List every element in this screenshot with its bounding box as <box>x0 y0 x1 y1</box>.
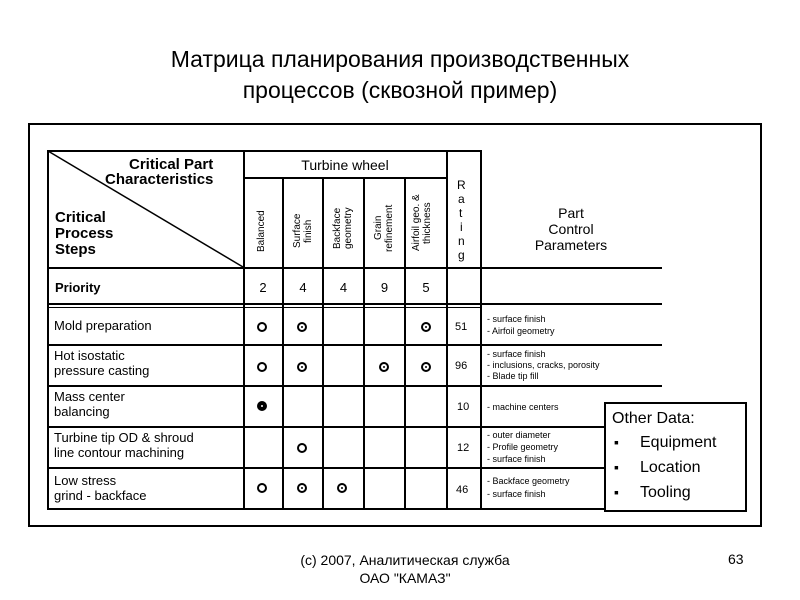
part-control-line: Part <box>558 205 584 221</box>
strong-relationship-icon <box>257 401 267 411</box>
other-data-box <box>604 402 747 512</box>
process-step-mass-center: balancing <box>54 404 110 419</box>
weak-relationship-icon <box>257 322 267 332</box>
part-control-line: Parameters <box>534 237 608 253</box>
priority-value: 4 <box>339 280 348 295</box>
process-step-hot-isostatic: Hot isostatic <box>54 348 125 363</box>
control-param: - surface finish <box>487 454 546 464</box>
header-characteristics: Characteristics <box>105 171 214 188</box>
medium-relationship-icon <box>297 322 307 332</box>
title-line-1: Матрица планирования производственных <box>170 46 630 72</box>
other-data-item: ▪ Equipment <box>606 430 717 455</box>
weak-relationship-icon <box>257 362 267 372</box>
process-step-turbine-tip: Turbine tip OD & shroud <box>54 430 194 445</box>
rating-letter: t <box>459 206 463 220</box>
medium-relationship-icon <box>297 483 307 493</box>
process-planning-matrix <box>47 150 662 510</box>
priority-label: Priority <box>55 280 101 295</box>
footer-line-1: (c) 2007, Аналитическая служба <box>300 552 510 568</box>
rating-value: 10 <box>457 401 470 413</box>
process-step-hot-isostatic: pressure casting <box>54 363 150 378</box>
control-param: - Blade tip fill <box>487 371 539 381</box>
rating-letter: g <box>458 248 465 262</box>
medium-relationship-icon <box>421 362 431 372</box>
footer-line-2: ОАО "КАМАЗ" <box>359 570 451 586</box>
footer-copyright <box>280 551 530 587</box>
rating-letter: a <box>458 192 465 206</box>
medium-relationship-icon <box>337 483 347 493</box>
medium-relationship-icon <box>297 362 307 372</box>
header-critical-part: Critical Part <box>129 156 214 173</box>
weak-relationship-icon <box>297 443 307 453</box>
process-step-mass-center: Mass center <box>54 389 125 404</box>
other-data-item: ▪ Location <box>606 455 717 480</box>
process-step-turbine-tip: line contour machining <box>54 445 185 460</box>
rating-letter: n <box>458 234 465 248</box>
other-data-item: ▪ Tooling <box>606 480 717 505</box>
col-grain-refinement: Grain refinement <box>373 204 395 252</box>
control-param: - Airfoil geometry <box>487 326 555 336</box>
header-steps: Steps <box>55 241 96 258</box>
process-step-low-stress: grind - backface <box>54 488 147 503</box>
control-param: - Profile geometry <box>487 442 559 452</box>
turbine-wheel-label: Turbine wheel <box>301 157 389 173</box>
medium-relationship-icon <box>379 362 389 372</box>
priority-value: 2 <box>259 280 267 295</box>
rating-value: 46 <box>456 484 469 496</box>
control-param: - machine centers <box>487 402 559 412</box>
col-surface-finish: Surface finish <box>292 213 314 249</box>
col-airfoil-geometry: Airfoil geo. & thickness <box>411 194 433 252</box>
part-control-line: Control <box>548 221 594 237</box>
medium-relationship-icon <box>421 322 431 332</box>
header-critical: Critical <box>55 209 106 226</box>
control-param: - Backface geometry <box>487 476 570 486</box>
rating-value: 96 <box>455 360 468 372</box>
rating-value: 12 <box>457 442 470 454</box>
page-title <box>0 44 800 106</box>
control-param: - outer diameter <box>487 430 551 440</box>
page-number: 63 <box>728 551 744 567</box>
priority-value: 9 <box>380 280 389 295</box>
priority-value: 5 <box>422 280 430 295</box>
header-process: Process <box>55 225 114 242</box>
process-step-low-stress: Low stress <box>54 473 117 488</box>
control-param: - inclusions, cracks, porosity <box>487 360 600 370</box>
col-backface-geometry: Backface geometry <box>332 207 354 249</box>
control-param: - surface finish <box>487 489 546 499</box>
process-step-mold-preparation: Mold preparation <box>54 318 152 333</box>
rating-letter: R <box>457 178 466 192</box>
rating-value: 51 <box>455 321 468 333</box>
title-line-2: процессов (сквозной пример) <box>242 77 558 103</box>
rating-letter: i <box>460 220 463 234</box>
control-param: - surface finish <box>487 349 546 359</box>
part-control-parameters-header <box>481 205 661 253</box>
control-param: - surface finish <box>487 314 546 324</box>
weak-relationship-icon <box>257 483 267 493</box>
other-data-list <box>606 430 717 505</box>
other-data-heading: Other Data: <box>612 410 695 427</box>
priority-value: 4 <box>299 280 307 295</box>
col-balanced: Balanced <box>256 210 267 252</box>
